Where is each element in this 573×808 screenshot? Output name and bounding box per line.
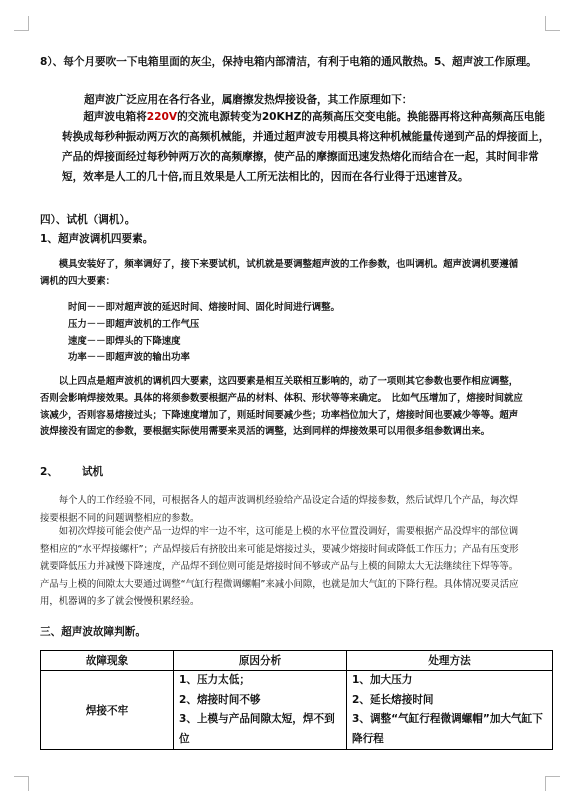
solution-line: 1、加大压力 (352, 674, 413, 686)
heading-trial-run: 四）、试机（调机）。 (40, 214, 136, 226)
cell-solutions (347, 671, 553, 750)
cause-line: 1、压力太低； (179, 674, 250, 686)
paragraph-principle-detail (62, 107, 554, 187)
voltage-value: 220V (146, 111, 178, 123)
table-header-row (41, 651, 553, 671)
list-item: 时间－－即对超声波的延迟时间、熔接时间、固化时间进行调整。 (68, 302, 340, 313)
list-item: 压力－－即超声波机的工作气压 (68, 318, 200, 330)
column-header-cause: 原因分析 (174, 651, 347, 671)
paragraph-maintenance (40, 52, 538, 72)
cell-causes (174, 671, 347, 750)
table-row (41, 671, 553, 750)
solution-line: 3、调整“气缸行程微调螺帽”加大气缸下降行程 (352, 713, 543, 745)
paragraph-elements-explanation: 以上四点是超声波机的调机四大要素，这四要素是相互关联相互影响的，动了一项则其它参数也要作相应调整，否则会影响焊接效果。具体的将须参数要根据产品的材料、体积、形状等等来确定。 比如气压增加了，熔接时间就应该减少，否则容易熔接过头；下降速度增加了，则延时间要减少些；功率档位加大了，熔接时间也要减少等等。超声波焊接没有固定的参数，要根据实际使用需要来灵活的调整，达到同样的焊接效果可以用很多组参数调出来。 (40, 376, 523, 438)
heading-four-elements: 1、超声波调机四要素。 (40, 233, 154, 245)
margin-mark-bottom-left (14, 776, 29, 791)
heading-trial-number: 2、 (40, 466, 58, 478)
paragraph-principle-intro: 超声波广泛应用在各行各业，属磨擦发热焊接设备，其工作原理如下： (84, 94, 413, 106)
paragraph-trial-intro: 模具安装好了，频率调好了，接下来要试机，试机就是要调整超声波的工作参数，也叫调机。超声波调机要遵循调机的四大要素： (40, 259, 519, 287)
cell-symptom: 焊接不牢 (41, 671, 174, 750)
margin-mark-top-left (14, 16, 29, 31)
margin-mark-bottom-right (545, 776, 560, 791)
cause-line: 3、上模与产品间隙太短，焊不到位 (179, 713, 335, 745)
list-item: 速度－－即焊头的下降速度 (68, 335, 181, 347)
principle-text-a: 超声波电箱将 (83, 111, 147, 123)
column-header-solution: 处理方法 (347, 651, 553, 671)
heading-trial (40, 462, 530, 482)
principle-text-c: 的高频高压交变电能。换能器再将这种高频高压电能转换成每秒种振动两万次的高频机械能，并通过超声波专用模具将这种机械能量传递到产品的焊接面上，产品的焊接面经过每秒钟两万次的高频摩擦，使产品的摩擦面迅速发热熔化而结合在一起，其时间非常短，效率是人工的几十倍,而且效果是人工所无法相比的，因而在各行业得于迅速普及。 (62, 111, 550, 183)
principle-text-b: 的交流电源转变为 (177, 111, 262, 123)
column-header-symptom: 故障现象 (41, 651, 174, 671)
four-elements-list (68, 300, 340, 367)
heading-fault-diagnosis: 三、超声波故障判断。 (40, 626, 146, 638)
solution-line: 2、延长熔接时间 (352, 693, 434, 706)
heading-ultrasonic-principle: 5、超声波工作原理。 (434, 56, 537, 68)
paragraph-trial-experience: 每个人的工作经验不同，可根据各人的超声波调机经验给产品设定合适的焊接参数，然后试焊几个产品，每次焊接要根据不同的问题调整相应的参数。 (40, 495, 519, 524)
heading-trial-title: 试机 (81, 466, 104, 478)
fault-table (40, 650, 553, 750)
paragraph-trial-examples: 如初次焊接可能会使产品一边焊的牢一边不牢，这可能是上模的水平位置没调好，需要根据产品没焊牢的部位调整相应的“水平焊接螺杆”；产品焊接后有挤胶出来可能是熔接过头，要减少熔接时间或降低工作压力；产品有压变形就要降低压力并减慢下降速度，产品焊不到位则可能是熔接时间不够或产品与上模的间隙太大无法继续往下焊等等。产品与上模的间隙太大要通过调整“气缸行程微调螺帽”来减小间隙，也就是加大气缸的下降行程。具体情况要灵活应用，机器调的多了就会慢慢积累经验。 (40, 526, 519, 607)
margin-mark-top-right (545, 16, 560, 31)
cause-line: 2、熔接时间不够 (179, 693, 261, 706)
list-item: 功率－－即超声波的输出功率 (68, 352, 190, 364)
frequency-value: 20KHZ (261, 111, 302, 123)
paragraph-maintenance-text: 8）、每个月要吹一下电箱里面的灰尘，保持电箱内部清洁，有利于电箱的通风散热。 (40, 56, 435, 68)
